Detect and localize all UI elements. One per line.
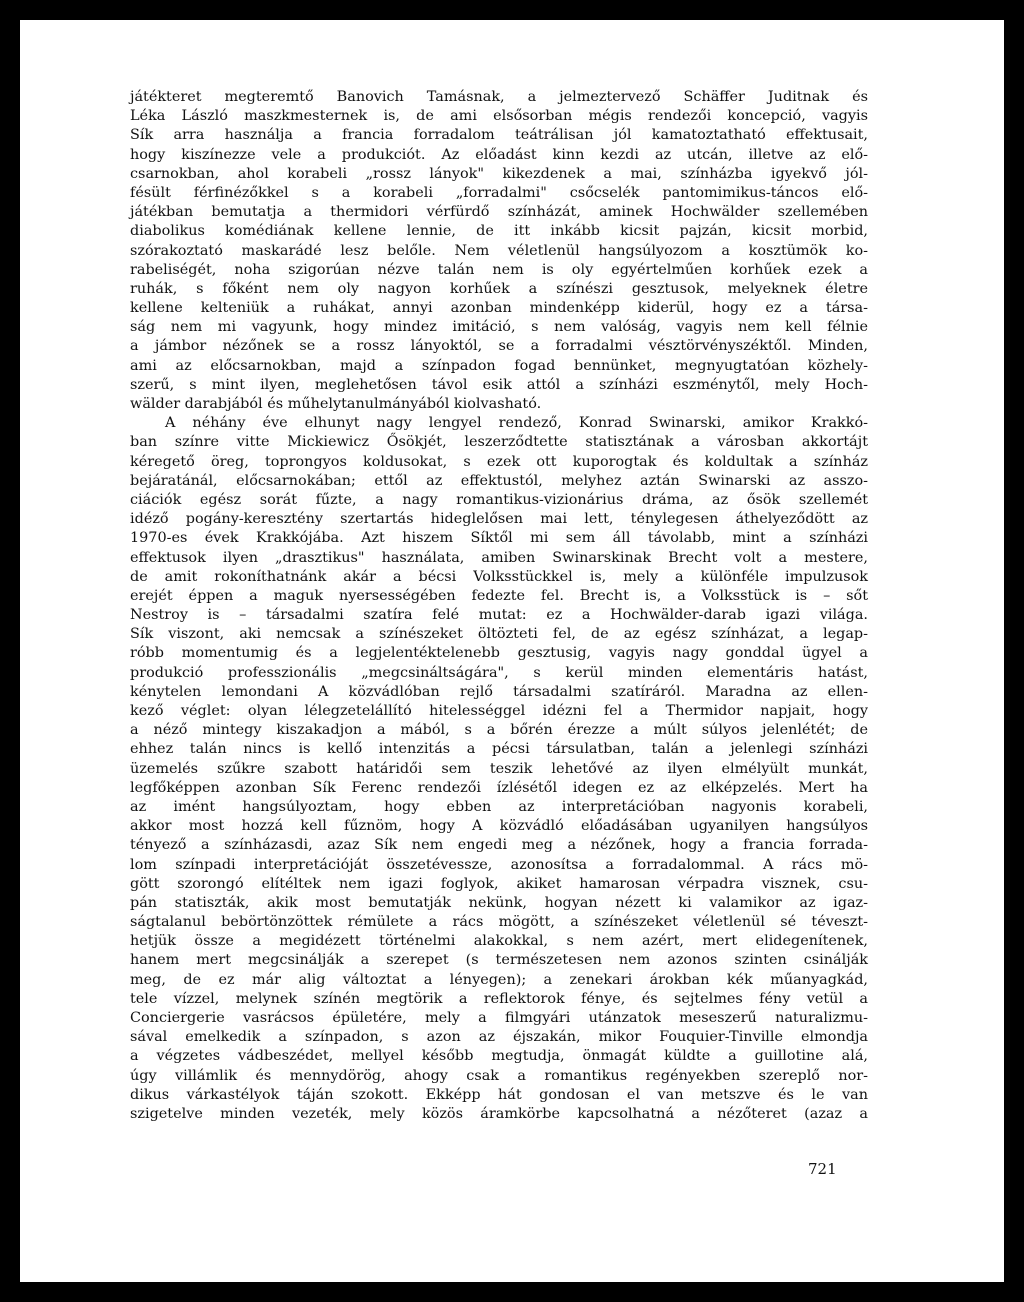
text-line: szigetelve minden vezeték, mely közös áramkörbe kapcsolhatná a nézőteret (azaz a	[130, 1105, 868, 1122]
text-line: kellene kelteniük a ruhákat, annyi azonban mindenképp kiderül, hogy ez a társa-	[130, 300, 868, 317]
text-line: Sík viszont, aki nemcsak a színészeket öltözteti fel, de az egész színházat, a legap-	[130, 626, 868, 643]
text-line: dikus várkastélyok táján szokott. Ekképp hát gondosan el van metszve és le van	[130, 1086, 868, 1103]
text-line: produkció professzionális „megcsináltságára", s kerül minden elementáris hatást,	[130, 664, 868, 681]
document-page	[20, 20, 1004, 1282]
text-line: diabolikus komédiának kellene lennie, de itt inkább kicsit pajzán, kicsit morbid,	[130, 223, 868, 240]
text-line: Léka László maszkmesternek is, de ami elsősorban mégis rendezői koncepció, vagyis	[130, 108, 868, 125]
text-line: játékteret megteremtő Banovich Tamásnak, a jelmeztervező Schäffer Juditnak és	[130, 89, 868, 105]
text-line: effektusok ilyen „drasztikus" használata, amiben Swinarskinak Brecht volt a mestere,	[130, 549, 868, 566]
text-line: róbb momentumig és a legjelentéktelenebb gesztusig, vagyis nagy gonddal ügyel a	[130, 645, 868, 662]
text-line: hogy kiszínezze vele a produkciót. Az előadást kinn kezdi az utcán, illetve az elő-	[130, 146, 868, 163]
text-line: hanem mert megcsinálják a szerepet (s természetesen nem azonos szinten csinálják	[130, 952, 868, 969]
text-line: sával emelkedik a színpadon, s azon az éjszakán, mikor Fouquier-Tinville elmondja	[130, 1029, 868, 1046]
text-line: ruhák, s főként nem oly nagyon korhűek a színészi gesztusok, melyeknek életre	[130, 280, 868, 297]
text-line: de amit rokoníthatnánk akár a bécsi Volksstückkel is, mely a különféle impulzusok	[130, 568, 868, 585]
text-line: ság nem mi vagyunk, hogy mindez imitáció, s nem valóság, vagyis nem kell félnie	[130, 319, 868, 336]
text-line: kéregető öreg, toprongyos koldusokat, s ezek ott kuporogtak és koldultak a színház	[130, 453, 868, 470]
text-line: az imént hangsúlyoztam, hogy ebben az interpretációban nagyonis korabeli,	[130, 798, 868, 815]
text-line: a végzetes vádbeszédet, mellyel később megtudja, önmagát küldte a guillotine alá,	[130, 1048, 868, 1065]
text-line: üzemelés szűkre szabott határidői sem teszik lehetővé az ilyen elmélyült munkát,	[130, 760, 868, 777]
text-line: fésült férfinézőkkel s a korabeli „forradalmi" csőcselék pantomimikus-táncos elő-	[130, 184, 868, 201]
text-line: lom színpadi interpretációját összetévessze, azonosítsa a forradalommal. A rács mö-	[130, 856, 868, 873]
text-line: erejét éppen a maguk nyersességében fedezte fel. Brecht is, a Volksstück is – sőt	[130, 587, 868, 604]
text-line: bejáratánál, előcsarnokában; ettől az effektustól, melyhez aztán Swinarski az asszo-	[130, 472, 868, 489]
text-line: kénytelen lemondani A közvádlóban rejlő társadalmi szatíráról. Maradna az ellen-	[130, 683, 868, 700]
text-line: a néző mintegy kiszakadjon a mából, s a bőrén érezze a múlt súlyos jelenlétét; de	[130, 722, 868, 739]
text-line: ságtalanul bebörtönzöttek rémülete a rács mögött, a színészeket véletlenül sé téveszt-	[130, 914, 868, 931]
text-line: tele vízzel, melynek színén megtörik a reflektorok fénye, és sejtelmes fény vetül a	[130, 990, 868, 1007]
text-line: gött szorongó elítéltek nem igazi foglyok, akiket hamarosan vérpadra visznek, csu-	[130, 875, 868, 892]
text-line: úgy villámlik és mennydörög, ahogy csak a romantikus regényekben szereplő nor-	[130, 1067, 868, 1084]
text-line: 1970-es évek Krakkójába. Azt hiszem Síktől mi sem áll távolabb, mint a színházi	[130, 530, 868, 547]
text-line: hetjük össze a megidézett történelmi alakokkal, s nem azért, mert elidegenítenek,	[130, 933, 868, 950]
body-text	[130, 88, 868, 1124]
text-line: rabeliségét, noha szigorúan nézve talán nem is oly egyértelműen korhűek ezek a	[130, 261, 868, 278]
text-line: a jámbor nézőnek se a rossz lányoktól, se a forradalmi vésztörvényszéktől. Minden,	[130, 338, 868, 355]
text-line: Conciergerie vasrácsos épületére, mely a filmgyári utánzatok meseszerű naturalizmu-	[130, 1010, 868, 1026]
text-line: Sík arra használja a francia forradalom teátrálisan jól kamatoztatható effektusait,	[130, 127, 868, 144]
text-line: wälder darabjából és műhelytanulmányából kiolvasható.	[130, 396, 542, 412]
text-line: Nestroy is – társadalmi szatíra felé mutat: ez a Hochwälder-darab igazi világa.	[130, 607, 868, 624]
text-line: ban színre vitte Mickiewicz Ősökjét, leszerződtette statisztának a városban akkortájt	[130, 434, 868, 451]
text-line: ami az előcsarnokban, majd a színpadon fogad bennünket, megnyugtatóan közhely-	[130, 357, 868, 374]
text-line: akkor most hozzá kell fűznöm, hogy A közvádló előadásában ugyanilyen hangsúlyos	[130, 818, 868, 835]
text-line: szórakoztató maskarádé lesz belőle. Nem véletlenül hangsúlyozom a kosztümök ko-	[130, 242, 868, 259]
text-line: kező véglet: olyan lélegzetelállító hitelességgel idézni fel a Thermidor napjait, hogy	[130, 703, 868, 719]
text-line: idéző pogány-keresztény szertartás hideglelősen mai lett, ténylegesen áthelyeződött az	[130, 511, 868, 528]
text-line: A néhány éve elhunyt nagy lengyel rendező, Konrad Swinarski, amikor Krakkó-	[165, 415, 868, 432]
text-line: meg, de ez már alig változtat a lényegen); a zenekari árokban kék műanyagkád,	[130, 971, 868, 988]
text-line: szerű, s mint ilyen, meglehetősen távol esik attól a színházi eszménytől, mely Hoch-	[130, 376, 868, 393]
text-line: csarnokban, ahol korabeli „rossz lányok" kikezdenek a mai, színházba igyekvő jól-	[130, 165, 868, 182]
page-number: 721	[808, 1160, 837, 1178]
text-line: legfőképpen azonban Sík Ferenc rendezői ízlésétől idegen ez az elképzelés. Mert ha	[130, 779, 868, 796]
text-line: pán statiszták, akik most bemutatják nekünk, hogyan nézett ki valamikor az igaz-	[130, 894, 868, 911]
text-line: ehhez talán nincs is kellő intenzitás a pécsi társulatban, talán a jelenlegi színházi	[130, 741, 868, 758]
text-line: ciációk egész sorát fűzte, a nagy romantikus-vizionárius dráma, az ősök szellemét	[130, 491, 868, 508]
text-line: tényező a színházasdi, azaz Sík nem engedi meg a nézőnek, hogy a francia forrada-	[130, 837, 868, 854]
text-line: játékban bemutatja a thermidori vérfürdő színházát, aminek Hochwälder szellemében	[130, 204, 868, 221]
